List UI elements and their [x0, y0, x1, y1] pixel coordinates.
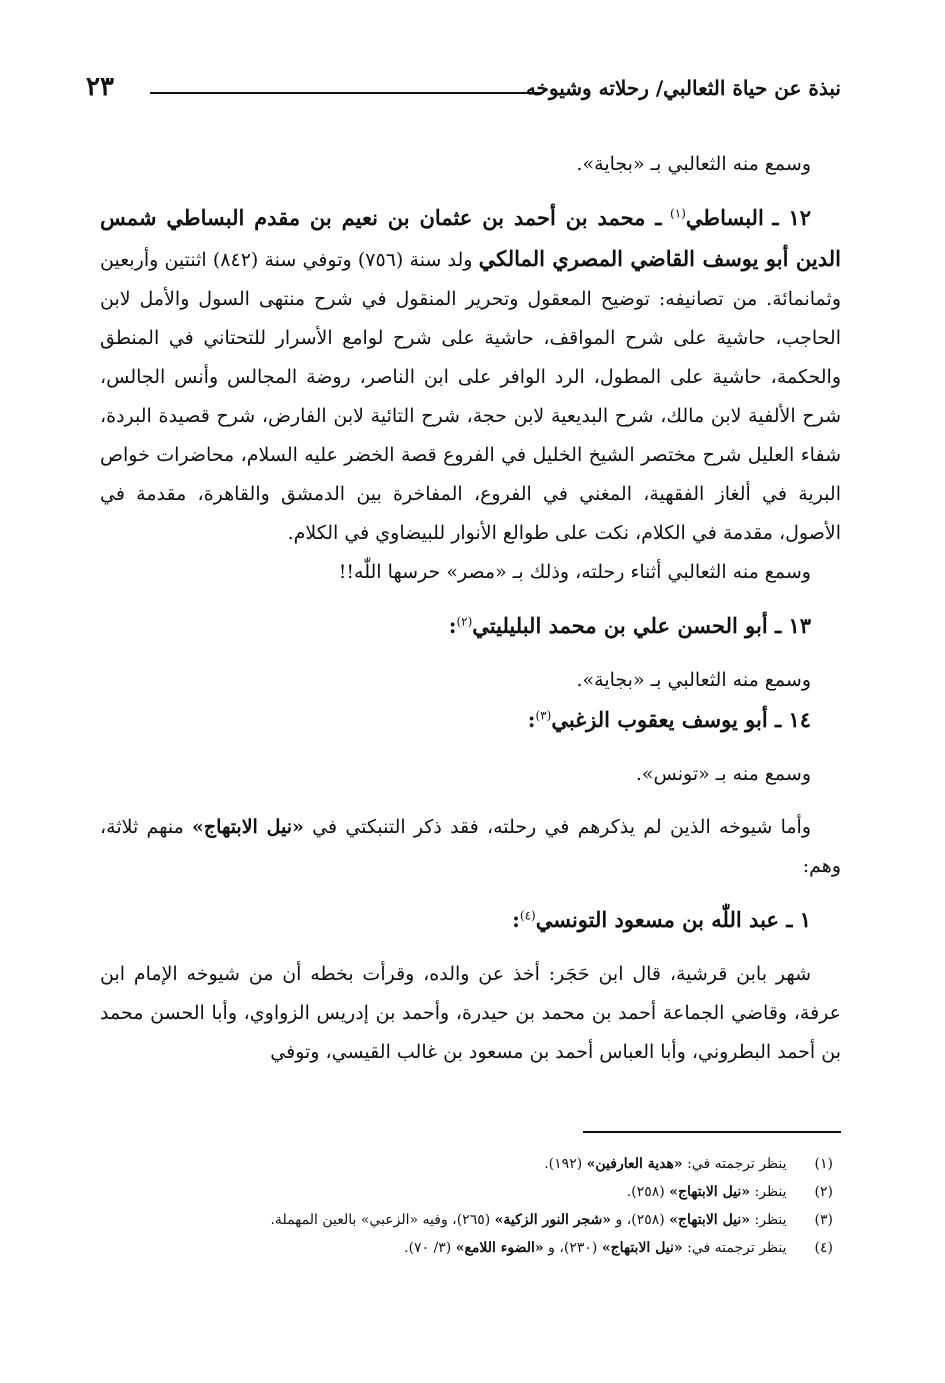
footnote-1: [100, 1150, 841, 1178]
footnote-source: «الضوء اللامع»: [455, 1240, 544, 1256]
paragraph-heard-bijaya-2: وسمع منه الثعالبي بـ «بجاية».: [576, 669, 811, 691]
footnote-text: ينظر ترجمته في:: [687, 1156, 787, 1172]
footnotes: [100, 1150, 841, 1262]
paragraph-heard-misr: وسمع منه الثعالبي أثناء رحلته، وذلك بـ «مصر» حرسها اللّٰه!!: [338, 561, 811, 583]
entry-12-name: البساطي: [685, 205, 764, 230]
footnote-source: «شجر النور الزكية»: [494, 1212, 612, 1228]
footnote-text: (٢٥٨).: [626, 1184, 665, 1200]
footnote-text: (٢٥٨)، و: [615, 1212, 665, 1228]
footnote-source: «نيل الابتهاج»: [669, 1184, 751, 1200]
entry-13-heading: ١٣ ـ أبو الحسن علي بن محمد البليليتي: [472, 613, 811, 638]
footnote-source: «نيل الابتهاج»: [601, 1240, 683, 1256]
footnote-text: ينظر:: [754, 1184, 787, 1200]
other-entry-1-text: شهر بابن قرشية، قال ابن حَجَر: أخذ عن والده، وقرأت بخطه أن من شيوخه الإمام ابن عرفة، وقاضي الجماعة أحمد بن محمد بن حيدرة، وأحمد بن إدريس الزواوي، وأبا الحسن محمد بن أحمد البطروني، وأبا العباس أحمد بن مسعود بن غالب القيسي، وتوفي: [100, 963, 841, 1063]
footnote-number: (٣): [814, 1212, 833, 1228]
page-number: ٢٣: [86, 72, 114, 102]
entry-14: [100, 700, 841, 741]
footnote-3: [100, 1206, 841, 1234]
footnote-text: (١٩٢).: [544, 1156, 583, 1172]
footnote-source: «نيل الابتهاج»: [669, 1212, 751, 1228]
footnote-ref-2: (٢): [456, 614, 473, 629]
paragraph-heard-tunis: وسمع منه بـ «تونس».: [635, 763, 811, 785]
entry-13-colon: :: [448, 613, 457, 638]
entry-12-number: ١٢ ـ: [772, 205, 811, 230]
other-entry-1: [100, 900, 841, 941]
entry-13: [100, 606, 841, 647]
footnote-text: (٢٣٠)، و: [548, 1240, 598, 1256]
other-teachers-text-1: وأما شيوخه الذين لم يذكرهم في رحلته، فقد ذكر التنبكتي في: [312, 816, 811, 838]
footnote-4: [100, 1234, 841, 1262]
footnote-2: [100, 1178, 841, 1206]
entry-12: [100, 198, 841, 553]
main-text: [100, 145, 841, 1072]
running-header: [86, 70, 841, 110]
footnote-ref-3: (٣): [535, 708, 552, 723]
footnote-number: (٤): [814, 1240, 833, 1256]
footnote-text: ينظر:: [754, 1212, 787, 1228]
footnote-number: (١): [814, 1156, 833, 1172]
footnote-separator: [583, 1131, 841, 1133]
entry-12-text: ولد سنة (٧٥٦) وتوفي سنة (٨٤٢) اثنتين وأربعين وثمانمائة. من تصانيفه: توضيح المعقول وتحرير المنقول في شرح منتهى السول والأمل لابن الحاجب، حاشية على شرح المواقف، حاشية على شرح لوامع الأسرار للتحتاني في المنطق والحكمة، حاشية على المطول، الرد الوافر على ابن الناصر، روضة المجالس وأنس الجالس، شرح الألفية لابن مالك، شرح البديعية لابن حجة، شرح التائية لابن الفارض، شرح قصيدة البردة، شفاء العليل شرح مختصر الشيخ الخليل في الفروع قصة الخضر عليه السلام، محاضرات خواص البرية في ألغاز الفقهية، المغني في الفروع، المفاخرة بين الدمشق والقاهرة، مقدمة في الأصول، مقدمة في الكلام، نكت على طوالع الأنوار للبيضاوي في الكلام.: [100, 249, 841, 544]
footnote-ref-4: (٤): [519, 908, 536, 923]
footnote-text: (٣/ ٧٠).: [404, 1240, 452, 1256]
entry-14-heading: ١٤ ـ أبو يوسف يعقوب الزغبي: [551, 707, 811, 732]
running-title: نبذة عن حياة الثعالبي/ رحلاته وشيوخه: [525, 76, 841, 100]
footnote-source: «هدية العارفين»: [586, 1156, 683, 1172]
entry-14-colon: :: [527, 707, 536, 732]
paragraph-heard-bijaya-1: وسمع منه الثعالبي بـ «بجاية».: [576, 153, 811, 175]
other-teachers-text-2: منهم ثلاثة، وهم:: [100, 816, 841, 877]
footnote-number: (٢): [814, 1184, 833, 1200]
footnote-text: (٢٦٥)، وفيه «الزعبي» بالعين المهملة.: [270, 1212, 491, 1228]
footnote-ref-1: (١): [670, 206, 686, 221]
other-entry-1-colon: :: [512, 907, 520, 932]
other-entry-1-heading: ١ ـ عبد اللّٰه بن مسعود التونسي: [535, 907, 811, 932]
entry-12-heading: ـ محمد بن أحمد بن عثمان بن نعيم بن مقدم البساطي شمس الدين أبو يوسف القاضي المصري المالكي: [100, 205, 841, 271]
paragraph-other-teachers: [100, 808, 841, 886]
book-title-nayl: «نيل الابتهاج»: [192, 816, 304, 838]
header-rule: [150, 92, 541, 94]
footnote-text: ينظر ترجمته في:: [687, 1240, 787, 1256]
